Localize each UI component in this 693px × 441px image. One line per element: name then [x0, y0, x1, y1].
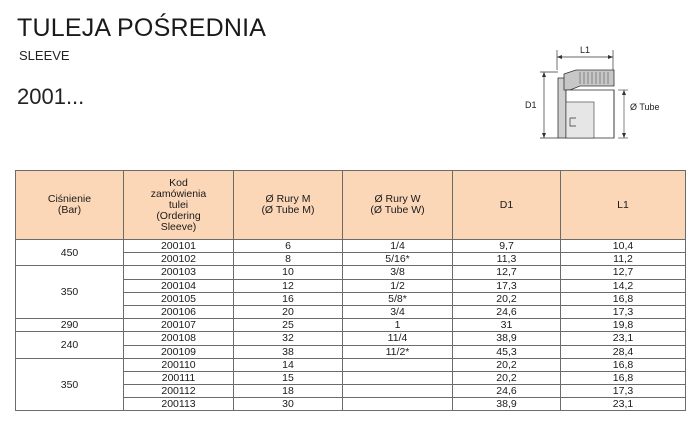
d1-cell: 17,3	[453, 279, 561, 292]
page-title: TULEJA POŚREDNIA	[17, 14, 267, 42]
spec-table	[15, 170, 686, 411]
tube-m-cell: 15	[234, 371, 343, 384]
tube-w-cell	[343, 385, 453, 398]
column-header-line: zamówienia	[150, 187, 207, 200]
l1-cell: 23,1	[561, 332, 686, 345]
d1-cell: 45,3	[453, 345, 561, 358]
column-header-line: (Ø Tube M)	[261, 204, 315, 216]
page-subtitle: SLEEVE	[19, 48, 70, 63]
table-row	[16, 319, 686, 332]
order-code-cell: 200102	[124, 253, 234, 266]
l1-cell: 16,8	[561, 358, 686, 371]
column-header-line: Sleeve)	[160, 220, 197, 233]
tube-m-cell: 16	[234, 292, 343, 305]
pressure-cell: 450	[16, 240, 124, 266]
tube-m-cell: 25	[234, 319, 343, 332]
l1-cell: 23,1	[561, 398, 686, 411]
d1-cell: 24,6	[453, 305, 561, 318]
column-header-line: Ciśnienie	[47, 193, 92, 205]
table-body	[16, 240, 686, 411]
d1-cell: 9,7	[453, 240, 561, 253]
l1-cell: 10,4	[561, 240, 686, 253]
d1-cell: 20,2	[453, 358, 561, 371]
d1-cell: 38,9	[453, 332, 561, 345]
pressure-cell: 240	[16, 332, 124, 358]
table-row	[16, 358, 686, 371]
tube-w-cell	[343, 358, 453, 371]
tube-m-cell: 12	[234, 279, 343, 292]
pressure-cell: 350	[16, 358, 124, 411]
order-code-cell: 200103	[124, 266, 234, 279]
d1-cell: 31	[453, 319, 561, 332]
order-code-cell: 200110	[124, 358, 234, 371]
tube-m-cell: 8	[234, 253, 343, 266]
l1-cell: 12,7	[561, 266, 686, 279]
d1-cell: 24,6	[453, 385, 561, 398]
tube-m-cell: 30	[234, 398, 343, 411]
tube-w-cell: 11/4	[343, 332, 453, 345]
order-code-cell: 200113	[124, 398, 234, 411]
column-header-line: Kod	[169, 176, 188, 189]
l1-cell: 19,8	[561, 319, 686, 332]
tube-w-cell: 5/8*	[343, 292, 453, 305]
column-header-line: (Bar)	[57, 204, 82, 216]
diagram-label-l1: L1	[580, 45, 591, 55]
sleeve-diagram	[520, 38, 690, 148]
tube-w-cell	[343, 398, 453, 411]
order-code-cell: 200107	[124, 319, 234, 332]
column-header-line: (Ordering	[156, 209, 201, 222]
column-header-line: tulei	[168, 198, 189, 211]
column-header-pressure	[16, 171, 124, 240]
tube-m-cell: 6	[234, 240, 343, 253]
table-header-row	[16, 171, 686, 240]
tube-w-cell: 1	[343, 319, 453, 332]
l1-cell: 17,3	[561, 305, 686, 318]
tube-m-cell: 10	[234, 266, 343, 279]
tube-w-cell: 3/4	[343, 305, 453, 318]
l1-cell: 28,4	[561, 345, 686, 358]
column-header-line: Ø Rury M	[265, 193, 311, 205]
diagram-label-tube: Ø Tube	[630, 102, 660, 112]
tube-w-cell: 3/8	[343, 266, 453, 279]
l1-cell: 16,8	[561, 371, 686, 384]
order-code-cell: 200105	[124, 292, 234, 305]
column-header-line: (Ø Tube W)	[370, 204, 425, 216]
tube-m-cell: 32	[234, 332, 343, 345]
tube-m-cell: 20	[234, 305, 343, 318]
tube-w-cell: 11/2*	[343, 345, 453, 358]
order-code-cell: 200108	[124, 332, 234, 345]
tube-m-cell: 14	[234, 358, 343, 371]
tube-w-cell	[343, 371, 453, 384]
column-header-order-code	[124, 171, 234, 240]
order-code-cell: 200112	[124, 385, 234, 398]
order-code-cell: 200109	[124, 345, 234, 358]
pressure-cell: 350	[16, 266, 124, 319]
l1-cell: 14,2	[561, 279, 686, 292]
d1-cell: 38,9	[453, 398, 561, 411]
order-code-cell: 200104	[124, 279, 234, 292]
column-header-tube-m	[234, 171, 343, 240]
l1-cell: 11,2	[561, 253, 686, 266]
order-code-cell: 200106	[124, 305, 234, 318]
d1-cell: 12,7	[453, 266, 561, 279]
column-header-l1	[561, 171, 686, 240]
d1-cell: 11,3	[453, 253, 561, 266]
d1-cell: 20,2	[453, 371, 561, 384]
table-row	[16, 332, 686, 345]
column-header-line: L1	[617, 198, 629, 211]
column-header-line: D1	[499, 198, 514, 211]
order-code-cell: 200101	[124, 240, 234, 253]
d1-cell: 20,2	[453, 292, 561, 305]
table-row	[16, 266, 686, 279]
order-code-cell: 200111	[124, 371, 234, 384]
l1-cell: 16,8	[561, 292, 686, 305]
tube-w-cell: 1/2	[343, 279, 453, 292]
l1-cell: 17,3	[561, 385, 686, 398]
tube-m-cell: 38	[234, 345, 343, 358]
column-header-line: Ø Rury W	[374, 193, 421, 205]
tube-w-cell: 1/4	[343, 240, 453, 253]
product-code: 2001...	[17, 84, 85, 109]
tube-w-cell: 5/16*	[343, 253, 453, 266]
tube-m-cell: 18	[234, 385, 343, 398]
pressure-cell: 290	[16, 319, 124, 332]
column-header-d1	[453, 171, 561, 240]
table-row	[16, 240, 686, 253]
column-header-tube-w	[343, 171, 453, 240]
diagram-label-d1: D1	[525, 100, 537, 110]
